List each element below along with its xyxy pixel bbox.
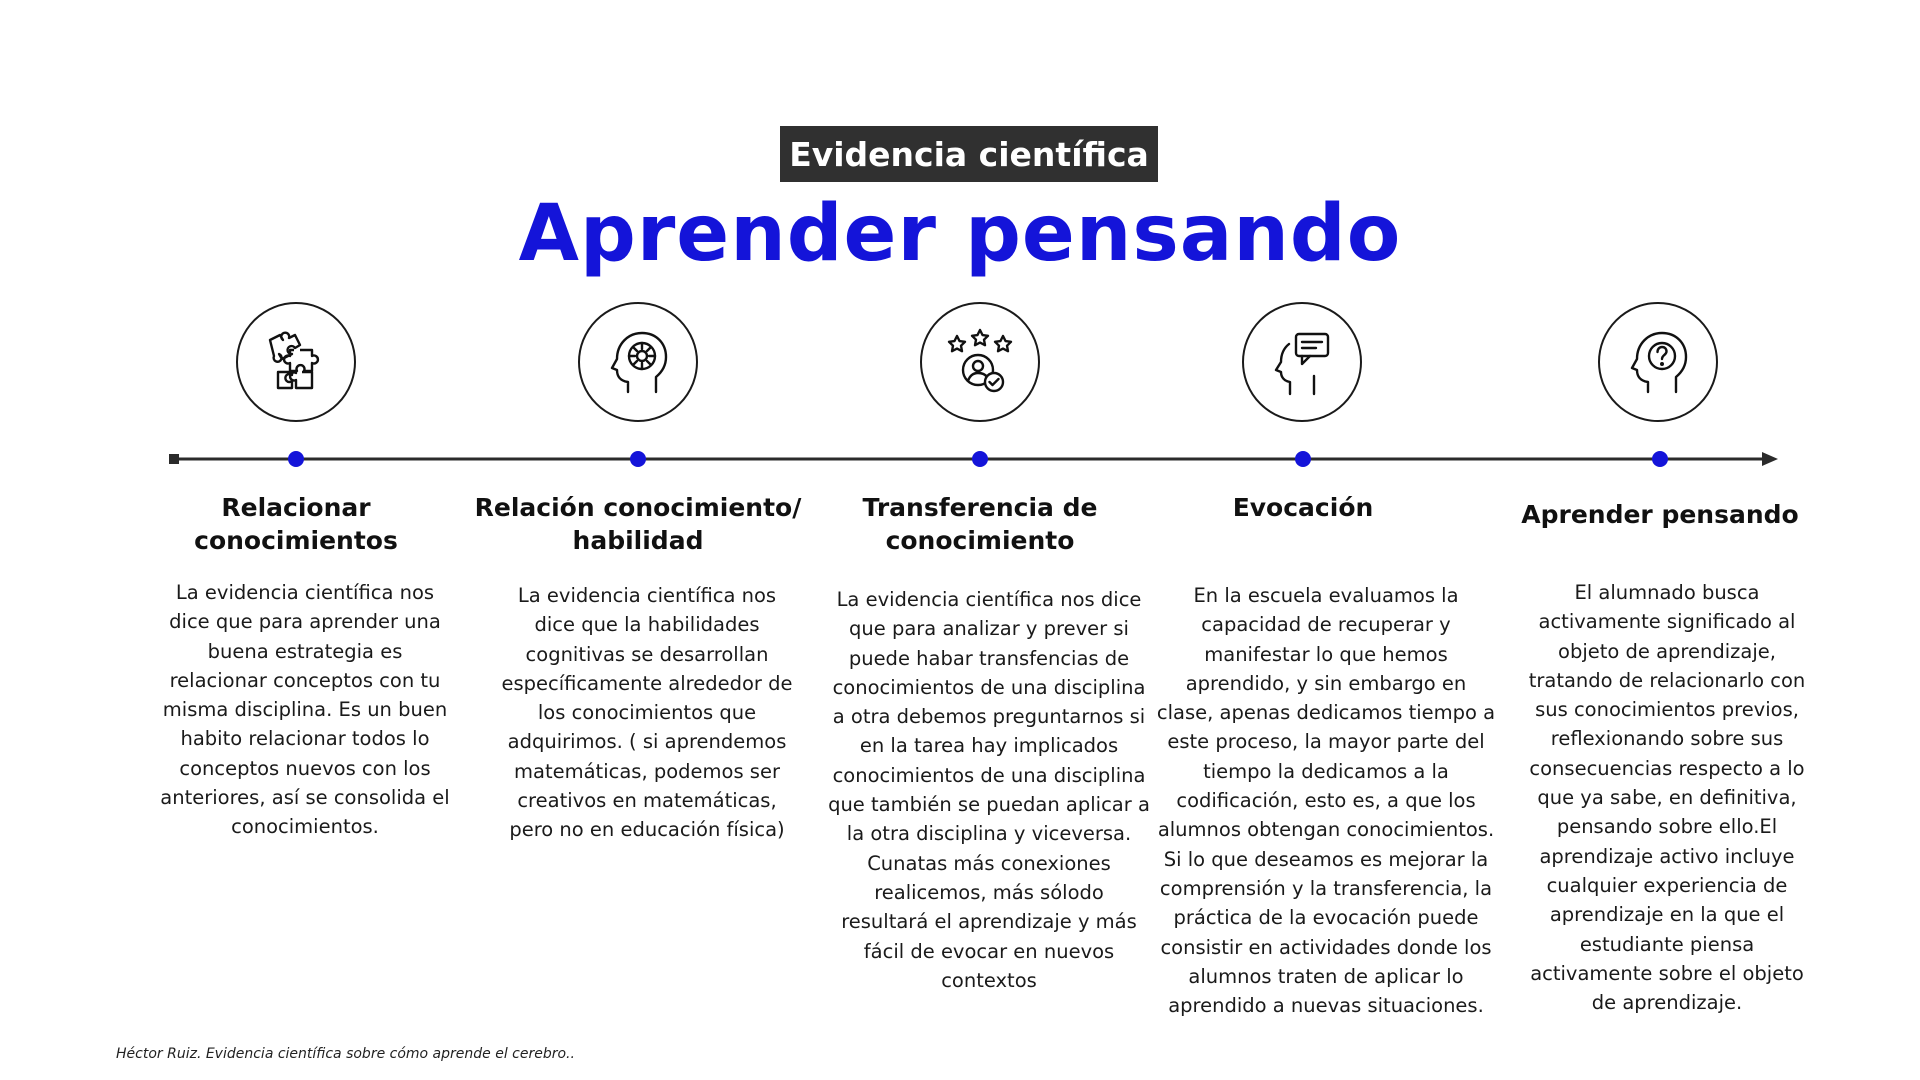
- timeline-dot-5: [1652, 451, 1668, 467]
- step-5-title: Aprender pensando: [1521, 500, 1799, 529]
- head-speech-bubble-icon: [1266, 326, 1338, 398]
- step-1-text: La evidencia científica nos dice que para aprender una buena estrategia es relacionar conceptos con tu misma disciplina. Es un buen habito relacionar todos lo conceptos nuevos con los anteriores, así se consolida el conocimientos.: [160, 581, 450, 839]
- timeline-dot-3: [972, 451, 988, 467]
- timeline-dot-1: [288, 451, 304, 467]
- step-3-text: La evidencia científica nos dice que para analizar y prever si puede habar transfencias de conocimientos de una disciplina a otra debemos preguntarnos si en la tarea hay implicados conocimientos de una disciplina que también se puedan aplicar a la otra disciplina y viceversa. Cunatas más conexiones realicemos, más sólodo resultará el aprendizaje y más fácil de evocar en nuevos contextos: [828, 588, 1150, 992]
- step-4-text: En la escuela evaluamos la capacidad de recuperar y manifestar lo que hemos aprendido, y sin embargo en clase, apenas dedicamos tiempo a este proceso, la mayor parte del tiempo la dedicamos a la codificación, esto es, a que los alumnos obtengan conocimientos. Si lo que deseamos es mejorar la comprensión y la transferencia, la práctica de la evocación puede consistir en actividades donde los alumnos traten de aplicar lo aprendido a nuevas situaciones.: [1156, 584, 1496, 1018]
- stars-person-check-icon: [944, 326, 1016, 398]
- step-2-title: Relación conocimiento/ habilidad: [474, 493, 802, 555]
- step-1-title: Relacionar conocimientos: [194, 493, 398, 555]
- step-3-title: Transferencia de conocimiento: [862, 493, 1098, 555]
- step-4-icon-circle: [1242, 302, 1362, 422]
- section-badge: Evidencia científica: [780, 126, 1158, 182]
- step-5-text: El alumnado busca activamente significado al objeto de aprendizaje, tratando de relacionarlo con sus conocimientos previos, reflexionando sobre sus consecuencias respecto a lo que ya sabe, en definitiva, pensando sobre ello.El aprendizaje activo incluye cualquier experiencia de aprendizaje en la que el estudiante piensa activamente sobre el objeto de aprendizaje.: [1528, 581, 1806, 1015]
- head-question-icon: [1622, 326, 1694, 398]
- timeline-arrow-head: [1762, 452, 1778, 466]
- step-2-text: La evidencia científica nos dice que la habilidades cognitivas se desarrollan específicamente alrededor de los conocimientos que adquirimos. ( si aprendemos matemáticas, podemos ser creativos en matemáticas, pero no en educación física): [501, 584, 793, 842]
- step-2-icon-circle: [578, 302, 698, 422]
- brain-head-icon: [602, 326, 674, 398]
- source-citation: Héctor Ruiz. Evidencia científica sobre cómo aprende el cerebro..: [116, 1046, 575, 1062]
- page-title: Aprender pensando: [518, 189, 1402, 279]
- step-3-icon-circle: [920, 302, 1040, 422]
- timeline-dot-2: [630, 451, 646, 467]
- timeline-start-marker: [169, 454, 179, 464]
- step-5-icon-circle: [1598, 302, 1718, 422]
- step-1-icon-circle: [236, 302, 356, 422]
- timeline-dot-4: [1295, 451, 1311, 467]
- puzzle-icon: [260, 326, 332, 398]
- step-4-title: Evocación: [1232, 493, 1374, 522]
